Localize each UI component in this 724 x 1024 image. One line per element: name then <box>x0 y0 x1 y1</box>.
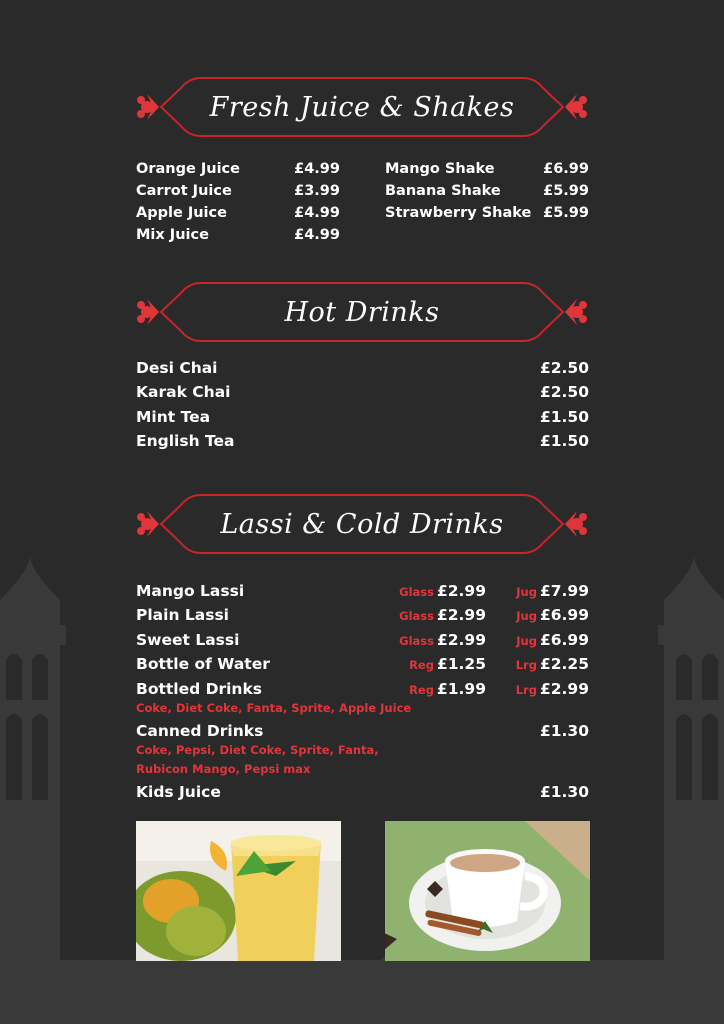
item-price: £5.99 <box>543 205 589 221</box>
item-name: Apple Juice <box>136 205 227 221</box>
juice-section-title: Fresh Juice & Shakes <box>209 91 515 123</box>
price-value: £6.99 <box>539 631 589 649</box>
size-label: Glass <box>399 585 434 599</box>
price-value: £1.99 <box>436 680 486 698</box>
item-price: £6.99 <box>543 161 589 177</box>
chai-photo <box>385 821 590 961</box>
item-price-large <box>516 604 589 627</box>
price-value: £2.99 <box>436 606 486 624</box>
price-value: £2.99 <box>436 582 486 600</box>
item-price-small <box>399 580 486 603</box>
menu-item <box>136 381 589 403</box>
size-label: Lrg <box>515 658 537 672</box>
menu-item <box>136 180 340 202</box>
item-price-large <box>516 580 589 603</box>
menu-item <box>136 781 589 803</box>
menu-item <box>136 158 340 180</box>
canned-drinks-note-line1: Coke, Pepsi, Diet Coke, Sprite, Fanta, <box>136 743 379 757</box>
item-name: Sweet Lassi <box>136 631 240 649</box>
item-price: £1.30 <box>539 783 589 801</box>
hot-section-title: Hot Drinks <box>284 296 440 328</box>
chai-cup-illustration <box>385 821 590 961</box>
mango-lassi-illustration <box>136 821 341 961</box>
size-label: Jug <box>516 609 537 623</box>
item-name: Bottle of Water <box>136 655 270 673</box>
item-price: £1.30 <box>539 722 589 740</box>
size-label: Reg <box>409 658 434 672</box>
item-name: English Tea <box>136 432 235 450</box>
size-label: Glass <box>399 609 434 623</box>
size-label: Reg <box>409 683 434 697</box>
item-price: £2.50 <box>539 359 589 377</box>
item-name: Desi Chai <box>136 359 218 377</box>
price-value: £2.99 <box>539 680 589 698</box>
item-name: Banana Shake <box>385 183 501 199</box>
menu-item <box>136 406 589 428</box>
item-price: £4.99 <box>294 161 340 177</box>
price-value: £2.99 <box>436 631 486 649</box>
item-price: £1.50 <box>539 432 589 450</box>
cold-section-title: Lassi & Cold Drinks <box>220 508 504 540</box>
canned-drinks-note-line2: Rubicon Mango, Pepsi max <box>136 762 311 776</box>
item-price-small <box>399 604 486 627</box>
item-price: £1.50 <box>539 408 589 426</box>
menu-item <box>136 224 340 246</box>
item-name: Mango Shake <box>385 161 495 177</box>
menu-item <box>136 357 589 379</box>
item-price: £4.99 <box>294 205 340 221</box>
item-name: Mix Juice <box>136 227 209 243</box>
price-value: £6.99 <box>539 606 589 624</box>
mango-lassi-photo <box>136 821 341 961</box>
item-price: £4.99 <box>294 227 340 243</box>
cold-section-banner <box>133 489 591 559</box>
menu-item <box>385 202 589 224</box>
menu-item <box>136 580 589 602</box>
item-price-large <box>516 678 589 701</box>
item-price: £2.50 <box>539 383 589 401</box>
menu-item <box>136 720 589 742</box>
item-price: £5.99 <box>543 183 589 199</box>
item-price-small <box>409 653 486 676</box>
price-value: £2.25 <box>539 655 589 673</box>
hot-section-banner <box>133 277 591 347</box>
item-name: Bottled Drinks <box>136 680 262 698</box>
item-price-large <box>516 653 589 676</box>
menu-item <box>385 180 589 202</box>
item-name: Karak Chai <box>136 383 231 401</box>
item-price: £3.99 <box>294 183 340 199</box>
item-price-small <box>399 629 486 652</box>
item-name: Mint Tea <box>136 408 211 426</box>
item-price-large <box>516 629 589 652</box>
menu-item <box>136 653 589 675</box>
menu-item <box>136 678 589 700</box>
item-name: Canned Drinks <box>136 722 264 740</box>
item-name: Orange Juice <box>136 161 240 177</box>
menu-item <box>136 202 340 224</box>
juice-section-banner <box>133 72 591 142</box>
item-name: Plain Lassi <box>136 606 229 624</box>
size-label: Lrg <box>515 683 537 697</box>
price-value: £7.99 <box>539 582 589 600</box>
menu-item <box>136 430 589 452</box>
item-name: Mango Lassi <box>136 582 245 600</box>
menu-item <box>385 158 589 180</box>
menu-item <box>136 604 589 626</box>
menu-item <box>136 629 589 651</box>
item-name: Carrot Juice <box>136 183 232 199</box>
price-value: £1.25 <box>436 655 486 673</box>
item-price-small <box>409 678 486 701</box>
size-label: Glass <box>399 634 434 648</box>
size-label: Jug <box>516 634 537 648</box>
item-name: Strawberry Shake <box>385 205 532 221</box>
bottled-drinks-note: Coke, Diet Coke, Fanta, Sprite, Apple Juice <box>136 701 412 715</box>
size-label: Jug <box>516 585 537 599</box>
item-name: Kids Juice <box>136 783 221 801</box>
